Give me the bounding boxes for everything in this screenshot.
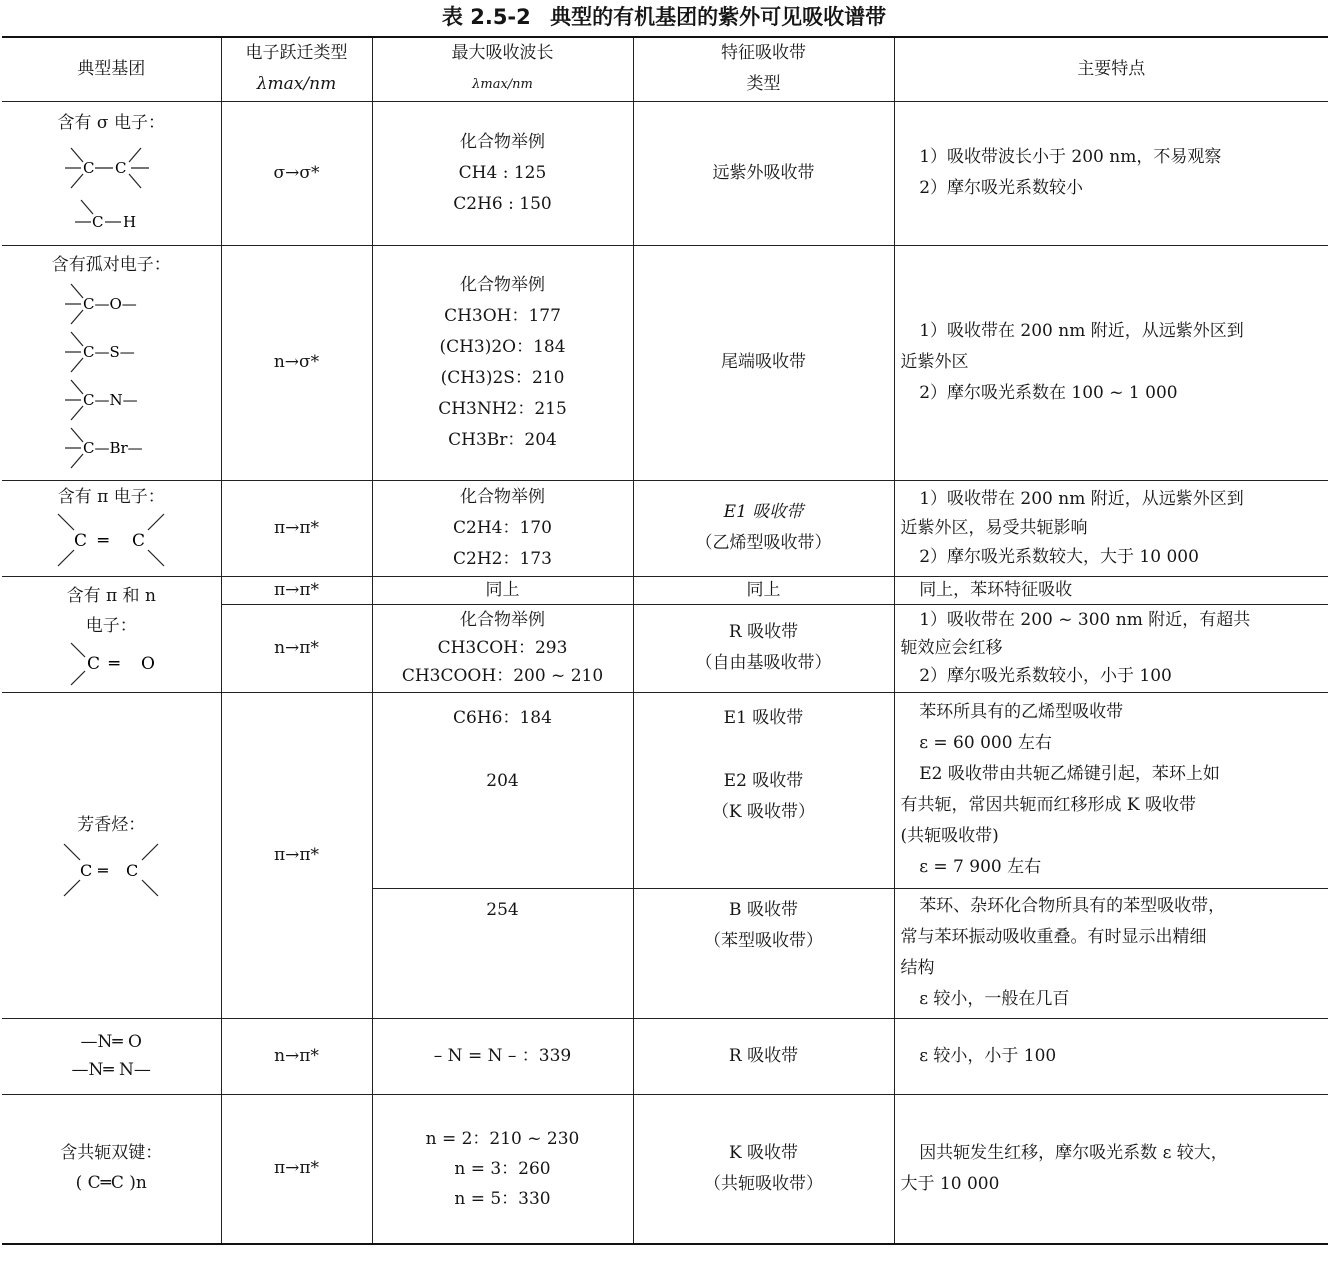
pi-c1-label: C	[74, 531, 88, 551]
cn-label: C—N—	[83, 390, 138, 409]
header-transition: 电子跃迁类型 λmax/nm	[221, 37, 372, 101]
transition-cell: π→π*	[221, 480, 372, 576]
band-cell: R 吸收带	[633, 1018, 894, 1094]
aromatic-structure-icon	[56, 840, 166, 900]
transition-cell: n→σ*	[221, 245, 372, 480]
transition-cell: π→π*	[221, 692, 372, 1018]
cbr-label: C—Br—	[83, 438, 143, 457]
wavelength-cell: 化合物举例 CH3OH：177 (CH3)2O：184 (CH3)2S：210 CH3NH2：215 CH3Br：204	[372, 245, 633, 480]
sigma-h-label: H	[123, 213, 137, 231]
features-cell: 1）吸收带在 200 ~ 300 nm 附近，有超共 轭效应会红移 2）摩尔吸光系数较小，小于 100	[894, 604, 1328, 692]
pi-c2-label: C	[132, 531, 146, 551]
wavelength-cell: – N = N – ：339	[372, 1018, 633, 1094]
band-cell: 尾端吸收带	[633, 245, 894, 480]
table-row	[2, 480, 1328, 576]
band-cell: E1 吸收带 E2 吸收带 （K 吸收带）	[633, 692, 894, 888]
wavelength-cell: 化合物举例 C2H4：170 C2H2：173	[372, 480, 633, 576]
header-features: 主要特点	[894, 37, 1328, 101]
features-cell: 1）吸收带波长小于 200 nm，不易观察 2）摩尔吸光系数较小	[894, 101, 1328, 245]
wavelength-cell: 化合物举例 CH3COH：293 CH3COOH：200 ~ 210	[372, 604, 633, 692]
table-caption	[0, 0, 1328, 34]
features-cell: 苯环、杂环化合物所具有的苯型吸收带， 常与苯环振动吸收重叠。有时显示出精细 结构 ε 较小，一般在几百	[894, 888, 1328, 1018]
band-cell: E1 吸收带 （乙烯型吸收带）	[633, 480, 894, 576]
group-cell-conjugated: 含共轭双键： ( C═C )n	[2, 1094, 221, 1244]
header-wavelength: 最大吸收波长 λmax/nm	[372, 37, 633, 101]
table-title: 典型的有机基团的紫外可见吸收谱带	[550, 5, 887, 29]
header-group: 典型基团	[2, 37, 221, 101]
sigma-structure-icon	[51, 138, 171, 238]
uv-absorption-table	[2, 36, 1328, 1245]
table-number: 表 2.5-2	[441, 5, 531, 29]
header-row	[2, 37, 1328, 101]
cs-label: C—S—	[83, 342, 136, 361]
band-cell: B 吸收带 （苯型吸收带）	[633, 888, 894, 1018]
sigma-c3-label: C	[92, 213, 104, 231]
transition-cell: σ→σ*	[221, 101, 372, 245]
lone-pair-structure-icon	[51, 280, 171, 476]
group-cell-lone-pair: 含有孤对电子： C—O— C—S— C—N— C—Br—	[2, 245, 221, 480]
transition-cell: π→π*	[221, 1094, 372, 1244]
group-cell-azo	[2, 1018, 221, 1094]
carbonyl-structure-icon	[51, 641, 171, 687]
wavelength-cell: n = 2：210 ~ 230 n = 3：260 n = 5：330	[372, 1094, 633, 1244]
aromatic-c2-label: C	[126, 861, 139, 880]
nitroso-formula: —N═ O	[80, 1032, 142, 1052]
sigma-c2-label: C	[115, 159, 127, 177]
wavelength-cell: 同上	[372, 576, 633, 604]
features-cell: ε 较小，小于 100	[894, 1018, 1328, 1094]
group-cell-sigma: 含有 σ 电子： C C C H	[2, 101, 221, 245]
group-cell-pi: 含有 π 电子： C ═ C	[2, 480, 221, 576]
band-cell: 同上	[633, 576, 894, 604]
carbonyl-double-bond: ═	[109, 654, 120, 674]
pi-double-bond: ═	[98, 531, 109, 551]
band-cell: R 吸收带 （自由基吸收带）	[633, 604, 894, 692]
aromatic-double-bond: ═	[98, 861, 108, 880]
carbonyl-o-label: O	[141, 654, 156, 674]
table-row	[2, 1018, 1328, 1094]
table-row	[2, 692, 1328, 888]
pi-structure-icon	[46, 510, 176, 572]
features-cell: 1）吸收带在 200 nm 附近，从远紫外区到 近紫外区，易受共轭影响 2）摩尔吸光系数较大，大于 10 000	[894, 480, 1328, 576]
header-band: 特征吸收带 类型	[633, 37, 894, 101]
co-label: C—O—	[83, 294, 138, 313]
transition-cell: π→π*	[221, 576, 372, 604]
band-cell: K 吸收带 （共轭吸收带）	[633, 1094, 894, 1244]
wavelength-cell: C6H6：184 204	[372, 692, 633, 888]
group-cell-pi-n: 含有 π 和 n 电子： C ═ O	[2, 576, 221, 692]
features-cell: 同上，苯环特征吸收	[894, 576, 1328, 604]
table-row	[2, 245, 1328, 480]
transition-cell: n→π*	[221, 1018, 372, 1094]
features-cell: 因共轭发生红移，摩尔吸光系数 ε 较大， 大于 10 000	[894, 1094, 1328, 1244]
transition-cell: n→π*	[221, 604, 372, 692]
group-cell-aromatic: 芳香烃： C ═ C	[2, 692, 221, 1018]
table-row	[2, 1094, 1328, 1244]
wavelength-cell: 254	[372, 888, 633, 1018]
conjugated-formula: ( C═C )n	[75, 1173, 147, 1194]
wavelength-cell: 化合物举例 CH4 : 125 C2H6 : 150	[372, 101, 633, 245]
band-cell: 远紫外吸收带	[633, 101, 894, 245]
aromatic-c1-label: C	[80, 861, 93, 880]
table-row	[2, 576, 1328, 604]
features-cell: 苯环所具有的乙烯型吸收带 ε = 60 000 左右 E2 吸收带由共轭乙烯键引起，苯环上如 有共轭，常因共轭而红移形成 K 吸收带 (共轭吸收带) ε = 7 900 左右	[894, 692, 1328, 888]
table-row	[2, 101, 1328, 245]
azo-formula: —N═ N—	[71, 1060, 151, 1080]
sigma-c1-label: C	[83, 159, 95, 177]
carbonyl-c-label: C	[87, 654, 101, 674]
features-cell: 1）吸收带在 200 nm 附近，从远紫外区到 近紫外区 2）摩尔吸光系数在 100 ~ 1 000	[894, 245, 1328, 480]
